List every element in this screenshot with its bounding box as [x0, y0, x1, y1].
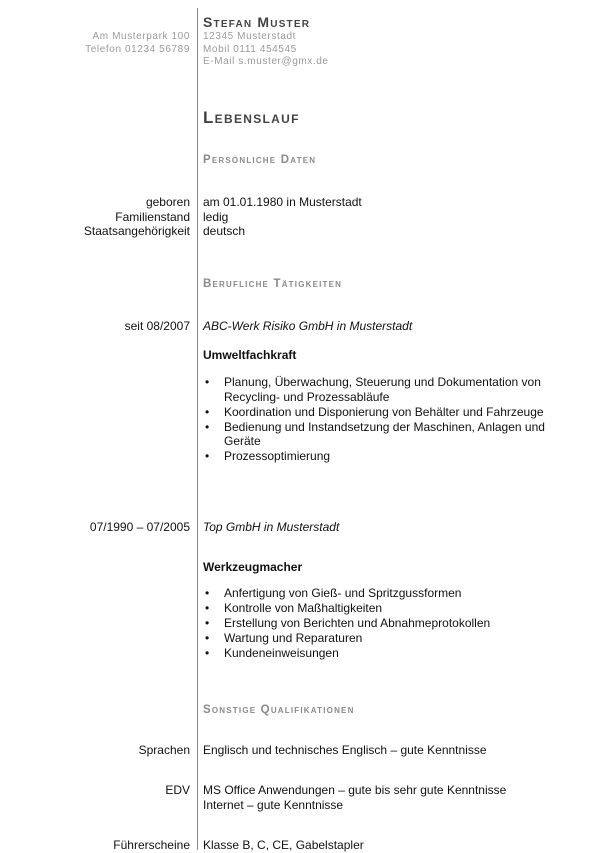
- contact-email: E-Mail s.muster@gmx.de: [203, 56, 329, 67]
- section-personal-heading: Persönliche Daten: [203, 154, 317, 166]
- section-work-heading: Berufliche Tätigkeiten: [203, 278, 343, 290]
- list-item: • Bedienung und Instandsetzung der Maschinen, Anlagen und Geräte: [205, 419, 545, 448]
- bullet-icon: •: [205, 419, 210, 434]
- address-phone: Telefon 01234 56789: [85, 43, 190, 55]
- bullet-icon: •: [205, 631, 210, 645]
- job-position: Werkzeugmacher: [203, 560, 303, 574]
- languages-value: Englisch und technisches Englisch – gute Kenntnisse: [203, 743, 487, 757]
- languages-label: Sprachen: [138, 743, 190, 757]
- personal-label-nationality: Staatsangehörigkeit: [83, 224, 190, 238]
- bullet-icon: •: [205, 449, 210, 463]
- edv-value-office: MS Office Anwendungen – gute bis sehr gute Kenntnisse: [203, 783, 507, 797]
- bullet-icon: •: [205, 601, 210, 615]
- personal-value-marital: ledig: [203, 209, 229, 224]
- bullet-icon: •: [205, 375, 210, 389]
- edv-label: EDV: [165, 783, 190, 797]
- job-company: Top GmbH in Musterstadt: [203, 520, 340, 534]
- list-item: • Anfertigung von Gieß- und Spritzgussformen: [205, 586, 462, 600]
- licenses-label: Führerscheine: [113, 838, 190, 852]
- header-contact: [203, 31, 329, 69]
- list-item: • Wartung und Reparaturen: [205, 631, 363, 645]
- personal-value-nationality: deutsch: [203, 224, 246, 238]
- section-qualifications-heading: Sonstige Qualifikationen: [203, 704, 355, 716]
- bullet-icon: •: [205, 404, 210, 419]
- vertical-divider: [197, 8, 198, 850]
- job-task-list: [203, 586, 573, 661]
- address-street: Am Musterpark 100: [92, 31, 190, 42]
- job-period: seit 08/2007: [124, 319, 190, 333]
- job-position: Umweltfachkraft: [203, 348, 297, 362]
- edv-value-internet: Internet – gute Kenntnisse: [203, 797, 344, 812]
- list-item: • Kundeneinweisungen: [205, 646, 339, 660]
- list-item: • Prozessoptimierung: [205, 449, 331, 463]
- contact-mobile: Mobil 0111 454545: [203, 43, 297, 55]
- list-item: • Planung, Überwachung, Steuerung und Dokumentation von Recycling- und Prozessabläufe: [205, 375, 541, 404]
- bullet-icon: •: [205, 586, 210, 600]
- licenses-value: Klasse B, C, CE, Gabelstapler: [203, 838, 364, 852]
- bullet-icon: •: [205, 646, 210, 660]
- job-task-list: [203, 375, 573, 464]
- document-title: Lebenslauf: [203, 108, 300, 127]
- bullet-icon: •: [205, 616, 210, 630]
- list-item: • Koordination und Disponierung von Behälter und Fahrzeuge: [205, 404, 544, 419]
- header-address: [0, 31, 190, 56]
- list-item: • Kontrolle von Maßhaltigkeiten: [205, 601, 383, 615]
- job-company: ABC-Werk Risiko GmbH in Musterstadt: [203, 319, 413, 333]
- personal-value-born: am 01.01.1980 in Musterstadt: [203, 195, 362, 209]
- job-period: 07/1990 – 07/2005: [89, 520, 190, 534]
- list-item: • Erstellung von Berichten und Abnahmeprotokollen: [205, 616, 491, 630]
- contact-city: 12345 Musterstadt: [203, 31, 297, 42]
- applicant-name: Stefan Muster: [203, 14, 311, 30]
- personal-label-marital: Familienstand: [115, 209, 190, 224]
- personal-label-born: geboren: [145, 195, 190, 209]
